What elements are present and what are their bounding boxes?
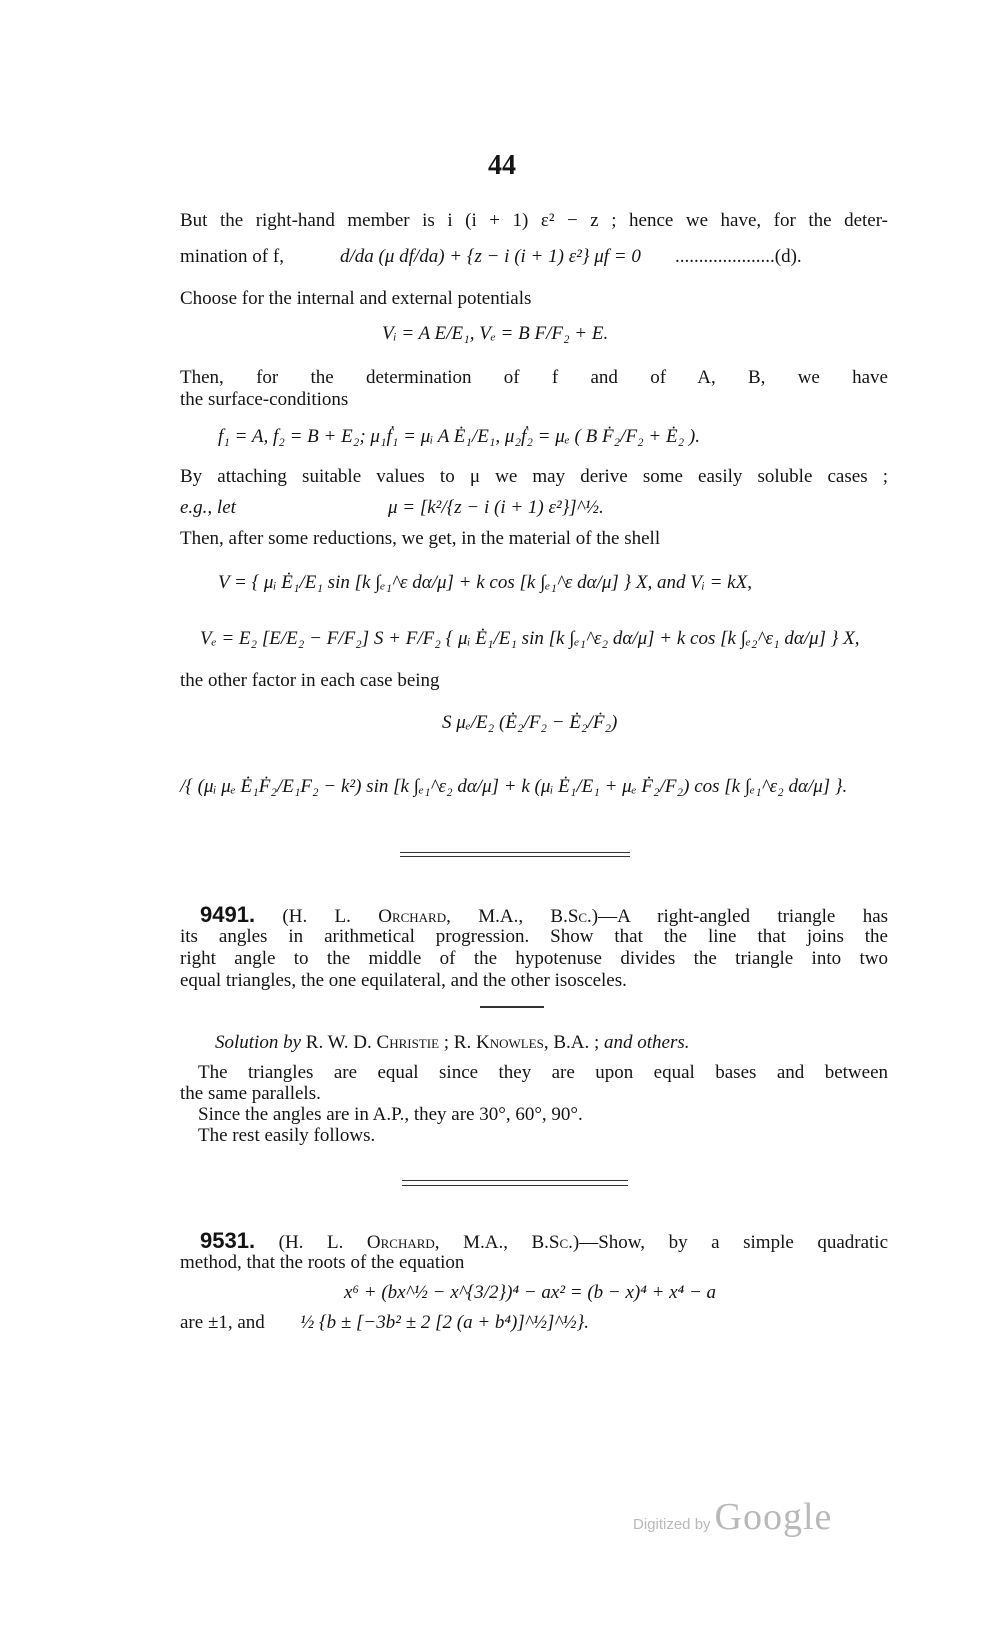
watermark-brand: Google [714, 1496, 833, 1538]
problem-author: (H. L. Orchard, M.A., B.Sc.) [282, 906, 599, 927]
paragraph-line: the surface-conditions [180, 389, 349, 410]
paragraph-line: By attaching suitable values to μ we may derive some easily soluble cases ; [180, 466, 888, 487]
problem-author: (H. L. Orchard, M.A., B.Sc.) [278, 1232, 580, 1253]
paragraph-line: e.g., let [180, 497, 236, 518]
text-run: Solution by [215, 1032, 302, 1053]
divider-rule [402, 1180, 628, 1181]
equation-roots-solution: ½ {b ± [−3b² ± 2 [2 (a + b⁴)]^½]^½}. [300, 1312, 590, 1333]
text-run: mination of f, [180, 246, 284, 267]
equation-mu: μ = [k²/{z − i (i + 1) ε²}]^½. [388, 497, 604, 518]
digitized-watermark [633, 1495, 832, 1539]
divider-rule [400, 852, 630, 853]
paragraph-line: Since the angles are in A.P., they are 30°, 60°, 90°. [198, 1104, 583, 1125]
equation-V: V = { μᵢ Ė₁/E₁ sin [k ∫ₑ₁^ε dα/μ] + k cos [k ∫ₑ₁^ε dα/μ] } X, and Vᵢ = kX, [218, 572, 752, 593]
watermark-prefix: Digitized by [633, 1516, 711, 1533]
paragraph-line: are ±1, and [180, 1312, 265, 1333]
equation-surface-conditions: f₁ = A, f₂ = B + E₂; μ₁ḟ₁ = μᵢ A Ė₁/E₁, μ₂ḟ₂ = μₑ ( B Ḟ₂/F₂ + Ė₂ ). [218, 426, 701, 447]
text-run: —Show, by a simple quadratic [579, 1232, 889, 1253]
paragraph-line: Then, for the determination of f and of A, B, we have [180, 367, 888, 388]
paragraph-line: The rest easily follows. [198, 1125, 376, 1146]
text-run: and others. [604, 1032, 690, 1053]
paragraph-line: The triangles are equal since they are upon equal bases and between [198, 1062, 888, 1083]
solution-authors: R. W. D. Christie ; R. Knowles, B.A. ; [305, 1032, 600, 1053]
equation-d: d/da (μ df/da) + {z − i (i + 1) ε²} μf = 0 [340, 246, 641, 267]
paragraph-line: Choose for the internal and external potentials [180, 288, 532, 309]
divider-rule [400, 856, 630, 857]
problem-9531-line [180, 1230, 888, 1254]
solution-heading [215, 1032, 690, 1054]
short-rule [480, 1006, 544, 1008]
paragraph-line: the same parallels. [180, 1083, 321, 1104]
paragraph-line: But the right-hand member is i (i + 1) ε² − z ; hence we have, for the deter- [180, 210, 888, 231]
paragraph-line: equal triangles, the one equilateral, and the other isosceles. [180, 970, 627, 991]
paragraph-line: the other factor in each case being [180, 670, 440, 691]
paragraph-line: right angle to the middle of the hypotenuse divides the triangle into two [180, 948, 888, 969]
equation-potentials: Vᵢ = A E/E₁, Vₑ = B F/F₂ + E. [382, 323, 609, 344]
paragraph-line: Then, after some reductions, we get, in the material of the shell [180, 528, 661, 549]
text-run: —A right-angled triangle has [598, 906, 889, 927]
problem-number: 9531. [200, 1228, 256, 1253]
equation-ref: .....................(d). [675, 246, 802, 267]
problem-number: 9491. [200, 902, 256, 927]
equation-roots: x⁶ + (bx^½ − x^{3/2})⁴ − ax² = (b − x)⁴ + x⁴ − a [344, 1282, 717, 1303]
paragraph-line: method, that the roots of the equation [180, 1252, 465, 1273]
problem-9491-line [180, 904, 888, 928]
equation-Ve: Vₑ = E₂ [E/E₂ − F/F₂] S + F/F₂ { μᵢ Ė₁/E₁ sin [k ∫ₑ₁^ε₂ dα/μ] + k cos [k ∫ₑ₂^ε₁ dα/μ] } X, [200, 628, 860, 649]
paragraph-line: its angles in arithmetical progression. Show that the line that joins the [180, 926, 888, 947]
equation-denominator: /{ (μᵢ μₑ Ė₁Ḟ₂/E₁F₂ − k²) sin [k ∫ₑ₁^ε₂ dα/μ] + k (μᵢ Ė₁/E₁ + μₑ Ḟ₂/F₂) cos [k ∫ₑ₁^ε₂ dα/μ] }. [180, 776, 848, 797]
equation-S: S μₑ/E₂ (Ė₂/F₂ − Ė₂/Ḟ₂) [442, 712, 618, 733]
divider-rule [402, 1185, 628, 1186]
page-number: 44 [488, 150, 516, 181]
paragraph-line [180, 246, 284, 268]
